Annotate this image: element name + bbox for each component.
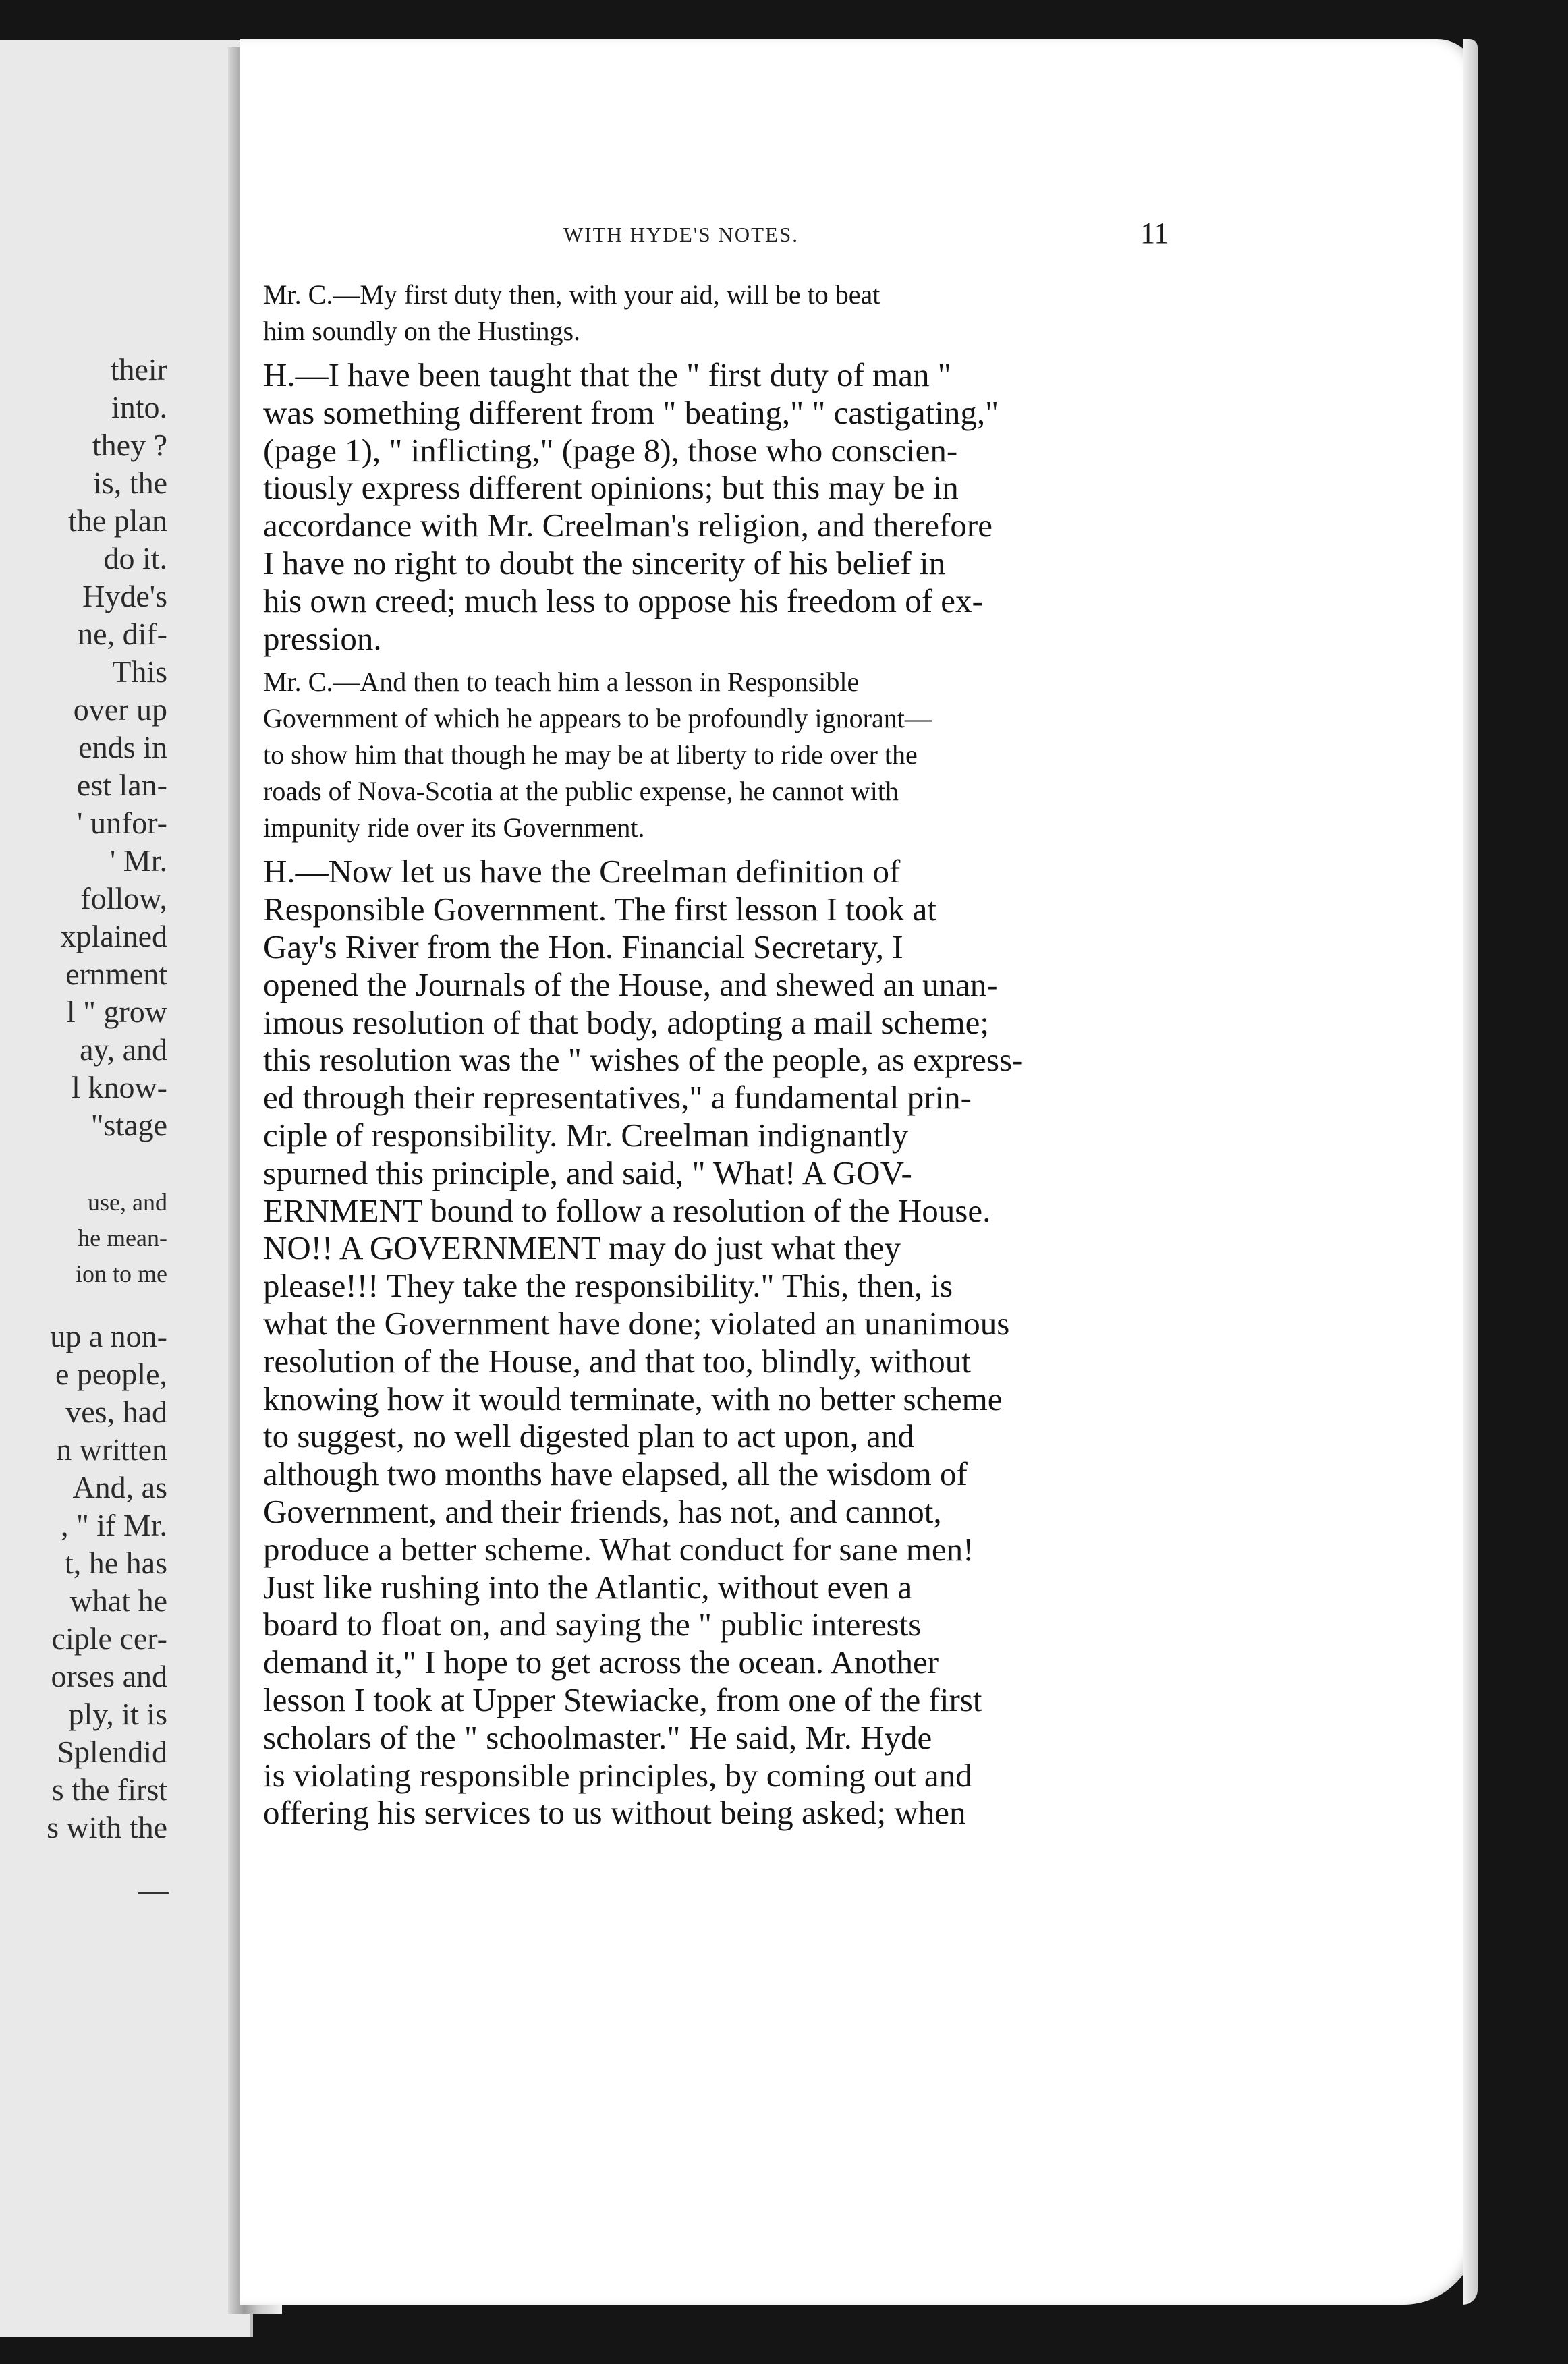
paragraph bbox=[263, 277, 1187, 349]
left-fragment-line: s with the bbox=[47, 1810, 167, 1845]
text-line: opened the Journals of the House, and shewed an unan- bbox=[263, 965, 998, 1003]
left-fragment-line: ay, and bbox=[80, 1032, 167, 1067]
left-fragment-line: Hyde's bbox=[82, 579, 167, 613]
left-fragment-line: over up bbox=[73, 692, 167, 727]
text-line: H.—I have been taught that the " first duty of man " bbox=[263, 356, 951, 393]
text-line: resolution of the House, and that too, blindly, without bbox=[263, 1342, 971, 1380]
text-line: Gay's River from the Hon. Financial Secretary, I bbox=[263, 928, 903, 965]
text-line: Mr. C.—And then to teach him a lesson in Responsible bbox=[263, 667, 860, 698]
left-page-text bbox=[0, 351, 167, 1847]
left-fragment-line: ves, had bbox=[65, 1395, 167, 1429]
left-fragment-line: use, and bbox=[88, 1189, 167, 1216]
left-fragment-line: he mean- bbox=[78, 1225, 167, 1251]
paragraph bbox=[263, 664, 1187, 846]
text-line: his own creed; much less to oppose his freedom of ex- bbox=[263, 582, 983, 619]
left-fragment-line: ends in bbox=[78, 730, 167, 764]
left-page-rule bbox=[138, 1892, 169, 1894]
left-fragment-line: the plan bbox=[68, 503, 167, 538]
left-fragment-line: s the first bbox=[51, 1772, 167, 1807]
text-line: Responsible Government. The first lesson I took at bbox=[263, 891, 936, 928]
text-line: ciple of responsibility. Mr. Creelman indignantly bbox=[263, 1116, 909, 1154]
page-number: 11 bbox=[1140, 217, 1169, 250]
text-line: demand it," I hope to get across the ocean. Another bbox=[263, 1643, 939, 1681]
text-line: is violating responsible principles, by coming out and bbox=[263, 1756, 972, 1794]
text-line: please!!! They take the responsibility." This, then, is bbox=[263, 1267, 953, 1305]
left-fragment-line: l know- bbox=[72, 1070, 167, 1104]
left-fragment-line: ' Mr. bbox=[110, 843, 167, 878]
left-fragment-line: they ? bbox=[92, 428, 167, 462]
text-line: imous resolution of that body, adopting a mail scheme; bbox=[263, 1003, 989, 1041]
left-fragment-line: into. bbox=[111, 390, 167, 424]
left-fragment-line: what he bbox=[69, 1583, 167, 1618]
left-fragment-line: ciple cer- bbox=[51, 1621, 167, 1656]
left-fragment-line: n written bbox=[56, 1432, 167, 1467]
left-fragment-line: orses and bbox=[51, 1659, 167, 1693]
left-fragment-line: est lan- bbox=[76, 768, 167, 802]
text-line: board to float on, and saying the " public interests bbox=[263, 1606, 922, 1643]
left-fragment-line: And, as bbox=[72, 1470, 167, 1504]
left-fragment-line: This bbox=[112, 654, 167, 689]
text-line: him soundly on the Hustings. bbox=[263, 316, 581, 346]
page-edge bbox=[1463, 39, 1478, 2305]
left-fragment-line: l " grow bbox=[66, 994, 167, 1029]
text-line: pression. bbox=[263, 619, 382, 657]
running-header: WITH HYDE'S NOTES. bbox=[563, 223, 799, 246]
left-fragment-line: t, he has bbox=[64, 1546, 167, 1580]
text-line: I have no right to doubt the sincerity of his belief in bbox=[263, 544, 946, 582]
paragraph bbox=[263, 356, 1187, 657]
left-page bbox=[0, 40, 253, 2337]
text-line: Government of which he appears to be profoundly ignorant— bbox=[263, 703, 932, 734]
text-line: Mr. C.—My first duty then, with your aid, will be to beat bbox=[263, 279, 880, 310]
text-line: to suggest, no well digested plan to act upon, and bbox=[263, 1417, 914, 1455]
left-fragment-line: ' unfor- bbox=[77, 806, 167, 840]
left-fragment-line: is, the bbox=[93, 466, 167, 500]
text-line: ed through their representatives," a fundamental prin- bbox=[263, 1079, 972, 1117]
text-line: to show him that though he may be at liberty to ride over the bbox=[263, 739, 918, 770]
left-fragment-line: Splendid bbox=[57, 1735, 167, 1769]
text-line: ERNMENT bound to follow a resolution of the House. bbox=[263, 1191, 991, 1229]
page-body bbox=[263, 277, 1187, 1838]
text-line: lesson I took at Upper Stewiacke, from one of the first bbox=[263, 1681, 982, 1718]
text-line: NO!! A GOVERNMENT may do just what they bbox=[263, 1229, 901, 1267]
text-line: knowing how it would terminate, with no better scheme bbox=[263, 1380, 1003, 1417]
text-line: accordance with Mr. Creelman's religion, and therefore bbox=[263, 507, 992, 544]
text-line: H.—Now let us have the Creelman definition of bbox=[263, 853, 901, 891]
text-line: (page 1), " inflicting," (page 8), those who conscien- bbox=[263, 431, 958, 469]
left-fragment-line: ernment bbox=[65, 957, 167, 991]
left-fragment-line: their bbox=[110, 352, 167, 387]
text-line: offering his services to us without being asked; when bbox=[263, 1794, 966, 1832]
left-fragment-line: e people, bbox=[55, 1357, 167, 1391]
text-line: roads of Nova-Scotia at the public expense, he cannot with bbox=[263, 776, 899, 807]
left-fragment-line: xplained bbox=[60, 919, 167, 953]
left-fragment-line: follow, bbox=[80, 881, 167, 916]
text-line: impunity ride over its Government. bbox=[263, 812, 645, 843]
text-line: Just like rushing into the Atlantic, without even a bbox=[263, 1568, 913, 1606]
text-line: produce a better scheme. What conduct for sane men! bbox=[263, 1530, 974, 1568]
text-line: this resolution was the " wishes of the people, as express- bbox=[263, 1041, 1024, 1079]
left-fragment-line: up a non- bbox=[50, 1319, 167, 1353]
text-line: although two months have elapsed, all the wisdom of bbox=[263, 1455, 968, 1493]
text-line: what the Government have done; violated an unanimous bbox=[263, 1304, 1010, 1342]
text-line: scholars of the " schoolmaster." He said, Mr. Hyde bbox=[263, 1718, 932, 1756]
left-fragment-line: ne, dif- bbox=[78, 617, 167, 651]
left-fragment-line: , " if Mr. bbox=[60, 1508, 167, 1542]
text-line: Government, and their friends, has not, and cannot, bbox=[263, 1492, 942, 1530]
text-line: tiously express different opinions; but this may be in bbox=[263, 469, 959, 507]
text-line: spurned this principle, and said, " What! A GOV- bbox=[263, 1154, 912, 1191]
left-fragment-line: do it. bbox=[103, 541, 167, 575]
text-line: was something different from " beating," " castigating," bbox=[263, 393, 999, 431]
left-fragment-line: ply, it is bbox=[68, 1697, 167, 1731]
left-fragment-line: ion to me bbox=[76, 1260, 167, 1287]
paragraph bbox=[263, 853, 1187, 1832]
left-fragment-line: "stage bbox=[90, 1108, 167, 1142]
